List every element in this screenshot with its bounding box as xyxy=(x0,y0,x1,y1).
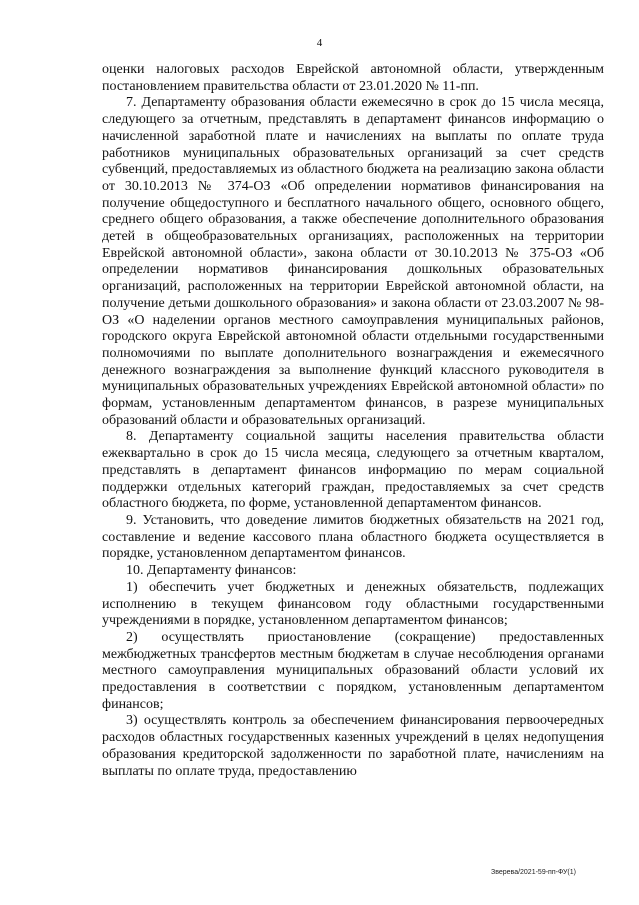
paragraph-item-8: 8. Департаменту социальной защиты населения правительства области ежеквартально в срок до 15 числа месяца, следующего за отчетным кварталом, представлять в департамент финансов информацию по мерам социальной поддержки отдельных категорий граждан, предоставляемых за счет средств областного бюджета, по форме, установленной департаментом финансов. xyxy=(102,429,604,512)
paragraph-subitem-3: 3) осуществлять контроль за обеспечением финансирования первоочередных расходов областных государственных казенных учреждений в целях недопущения образования кредиторской задолженности по заработной плате, начислениям на выплаты по оплате труда, предоставлению xyxy=(102,713,604,779)
document-body xyxy=(102,62,604,780)
page-number: 4 xyxy=(316,37,323,49)
paragraph-item-10: 10. Департаменту финансов: xyxy=(126,563,297,579)
document-footer-id: Зверева/2021-59-пп-ФУ(1) xyxy=(491,869,576,876)
paragraph-subitem-2: 2) осуществлять приостановление (сокращение) предоставленных межбюджетных трансфертов местным бюджетам в случае несоблюдения органами местного самоуправления муниципальных образований области условий их предоставления в соответствии с порядком, установленным департаментом финансов; xyxy=(102,629,604,712)
paragraph-item-7: 7. Департаменту образования области ежемесячно в срок до 15 числа месяца, следующего за отчетным, представлять в департамент финансов информацию о начисленной заработной плате и начислениях на выплаты по оплате труда работников муниципальных образовательных организаций за счет средств субвенций, предоставляемых из областного бюджета на реализацию закона области от 30.10.2013 № 374-ОЗ «Об определении нормативов финансирования на получение общедоступного и бесплатного начального общего, основного общего, среднего общего образования, а также обеспечение дополнительного образования детей в общеобразовательных организациях, расположенных на территории Еврейской автономной области», закона области от 30.10.2013 № 375-ОЗ «Об определении нормативов финансирования дошкольных образовательных организаций, расположенных на территории Еврейской автономной области, на получение детьми дошкольного образования» и закона области от 23.03.2007 № 98-ОЗ «О наделении органов местного самоуправления муниципальных районов, городского округа Еврейской автономной области отдельными государственными полномочиями по выплате дополнительного вознаграждения и ежемесячного денежного вознаграждения за выполнение функций классного руководителя в муниципальных образовательных учреждениях Еврейской автономной области» по формам, установленным департаментом финансов, в разрезе муниципальных образований области и образовательных организаций. xyxy=(102,95,604,428)
paragraph-item-9: 9. Установить, что доведение лимитов бюджетных обязательств на 2021 год, составление и ведение кассового плана областного бюджета осуществляется в порядке, установленном департаментом финансов. xyxy=(102,512,604,562)
paragraph-continuation: оценки налоговых расходов Еврейской автономной области, утвержденным постановлением правительства области от 23.01.2020 № 11-пп. xyxy=(102,62,604,94)
paragraph-subitem-1: 1) обеспечить учет бюджетных и денежных обязательств, подлежащих исполнению в текущем финансовом году областными государственными учреждениями в порядке, установленном департаментом финансов; xyxy=(102,579,604,629)
